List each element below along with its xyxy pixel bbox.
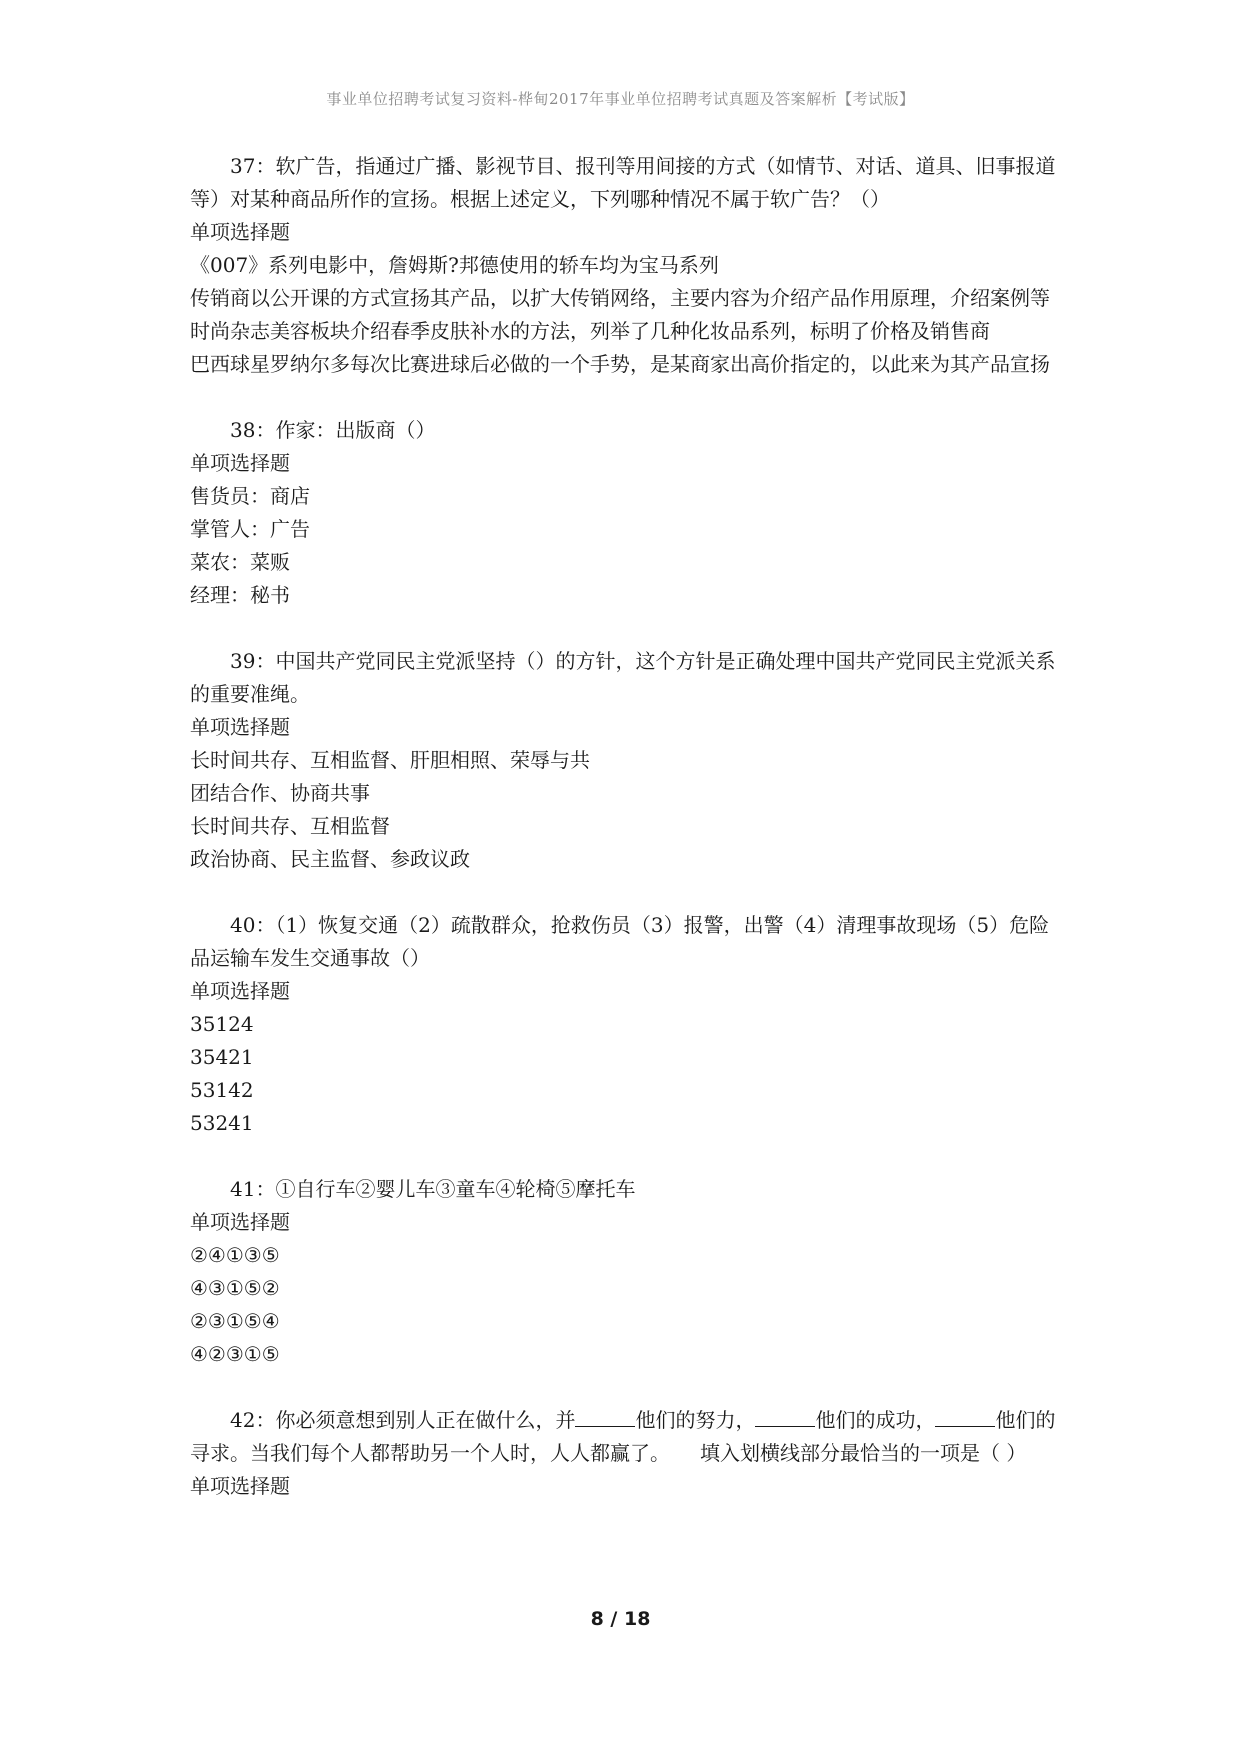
page-header: 事业单位招聘考试复习资料-桦甸2017年事业单位招聘考试真题及答案解析【考试版】 bbox=[326, 90, 915, 108]
stem-part-4: 他们的寻求。当我们每个人都帮助另一个人时，人人都赢了。 填入划横线部分最恰当的一项是（ ） bbox=[190, 1408, 1056, 1465]
question-37 bbox=[190, 150, 1060, 381]
option-c: 菜农：菜贩 bbox=[190, 550, 290, 574]
option-a: 长时间共存、互相监督、肝胆相照、荣辱与共 bbox=[190, 748, 590, 772]
option-a: 35124 bbox=[190, 1012, 254, 1036]
option-d: 53241 bbox=[190, 1111, 254, 1135]
question-41 bbox=[190, 1173, 1060, 1371]
option-b: 团结合作、协商共事 bbox=[190, 781, 370, 805]
question-38 bbox=[190, 414, 1060, 612]
question-type: 单项选择题 bbox=[190, 1474, 290, 1498]
question-type: 单项选择题 bbox=[190, 220, 290, 244]
option-a: 《007》系列电影中，詹姆斯?邦德使用的轿车均为宝马系列 bbox=[190, 253, 719, 277]
option-d: 经理：秘书 bbox=[190, 583, 290, 607]
option-a: ②④①③⑤ bbox=[190, 1243, 280, 1267]
option-b: 35421 bbox=[190, 1045, 254, 1069]
blank-2 bbox=[755, 1406, 815, 1427]
stem-part-3: 他们的成功， bbox=[815, 1408, 936, 1432]
option-a: 售货员：商店 bbox=[190, 484, 310, 508]
question-stem: 39：中国共产党同民主党派坚持（）的方针，这个方针是正确处理中国共产党同民主党派关系的重要准绳。 bbox=[190, 649, 1056, 706]
document-body bbox=[190, 150, 1060, 1536]
question-stem: 40：（1）恢复交通（2）疏散群众，抢救伤员（3）报警，出警（4）清理事故现场（5）危险品运输车发生交通事故（） bbox=[190, 913, 1050, 970]
question-39 bbox=[190, 645, 1060, 876]
question-40 bbox=[190, 909, 1060, 1140]
question-type: 单项选择题 bbox=[190, 451, 290, 475]
option-b: 掌管人：广告 bbox=[190, 517, 310, 541]
question-stem: 38：作家：出版商（） bbox=[230, 418, 436, 442]
option-c: ②③①⑤④ bbox=[190, 1309, 280, 1333]
page-number: 8 / 18 bbox=[590, 1608, 651, 1630]
blank-3 bbox=[935, 1406, 995, 1427]
question-stem bbox=[190, 1404, 1060, 1470]
question-42 bbox=[190, 1404, 1060, 1503]
question-type: 单项选择题 bbox=[190, 1210, 290, 1234]
question-stem: 41：①自行车②婴儿车③童车④轮椅⑤摩托车 bbox=[230, 1177, 636, 1201]
option-b: ④③①⑤② bbox=[190, 1276, 280, 1300]
option-c: 时尚杂志美容板块介绍春季皮肤补水的方法，列举了几种化妆品系列，标明了价格及销售商 bbox=[190, 319, 990, 343]
question-stem: 37：软广告，指通过广播、影视节目、报刊等用间接的方式（如情节、对话、道具、旧事报道等）对某种商品所作的宣扬。根据上述定义，下列哪种情况不属于软广告？（） bbox=[190, 154, 1056, 211]
question-type: 单项选择题 bbox=[190, 715, 290, 739]
option-c: 53142 bbox=[190, 1078, 254, 1102]
stem-part-2: 他们的努力， bbox=[635, 1408, 756, 1432]
option-d: ④②③①⑤ bbox=[190, 1342, 280, 1366]
option-b: 传销商以公开课的方式宣扬其产品，以扩大传销网络，主要内容为介绍产品作用原理，介绍案例等 bbox=[190, 286, 1050, 310]
option-c: 长时间共存、互相监督 bbox=[190, 814, 390, 838]
option-d: 巴西球星罗纳尔多每次比赛进球后必做的一个手势，是某商家出高价指定的，以此来为其产品宣扬 bbox=[190, 352, 1050, 376]
stem-part-1: 42：你必须意想到别人正在做什么，并 bbox=[230, 1408, 576, 1432]
blank-1 bbox=[575, 1406, 635, 1427]
option-d: 政治协商、民主监督、参政议政 bbox=[190, 847, 470, 871]
question-type: 单项选择题 bbox=[190, 979, 290, 1003]
